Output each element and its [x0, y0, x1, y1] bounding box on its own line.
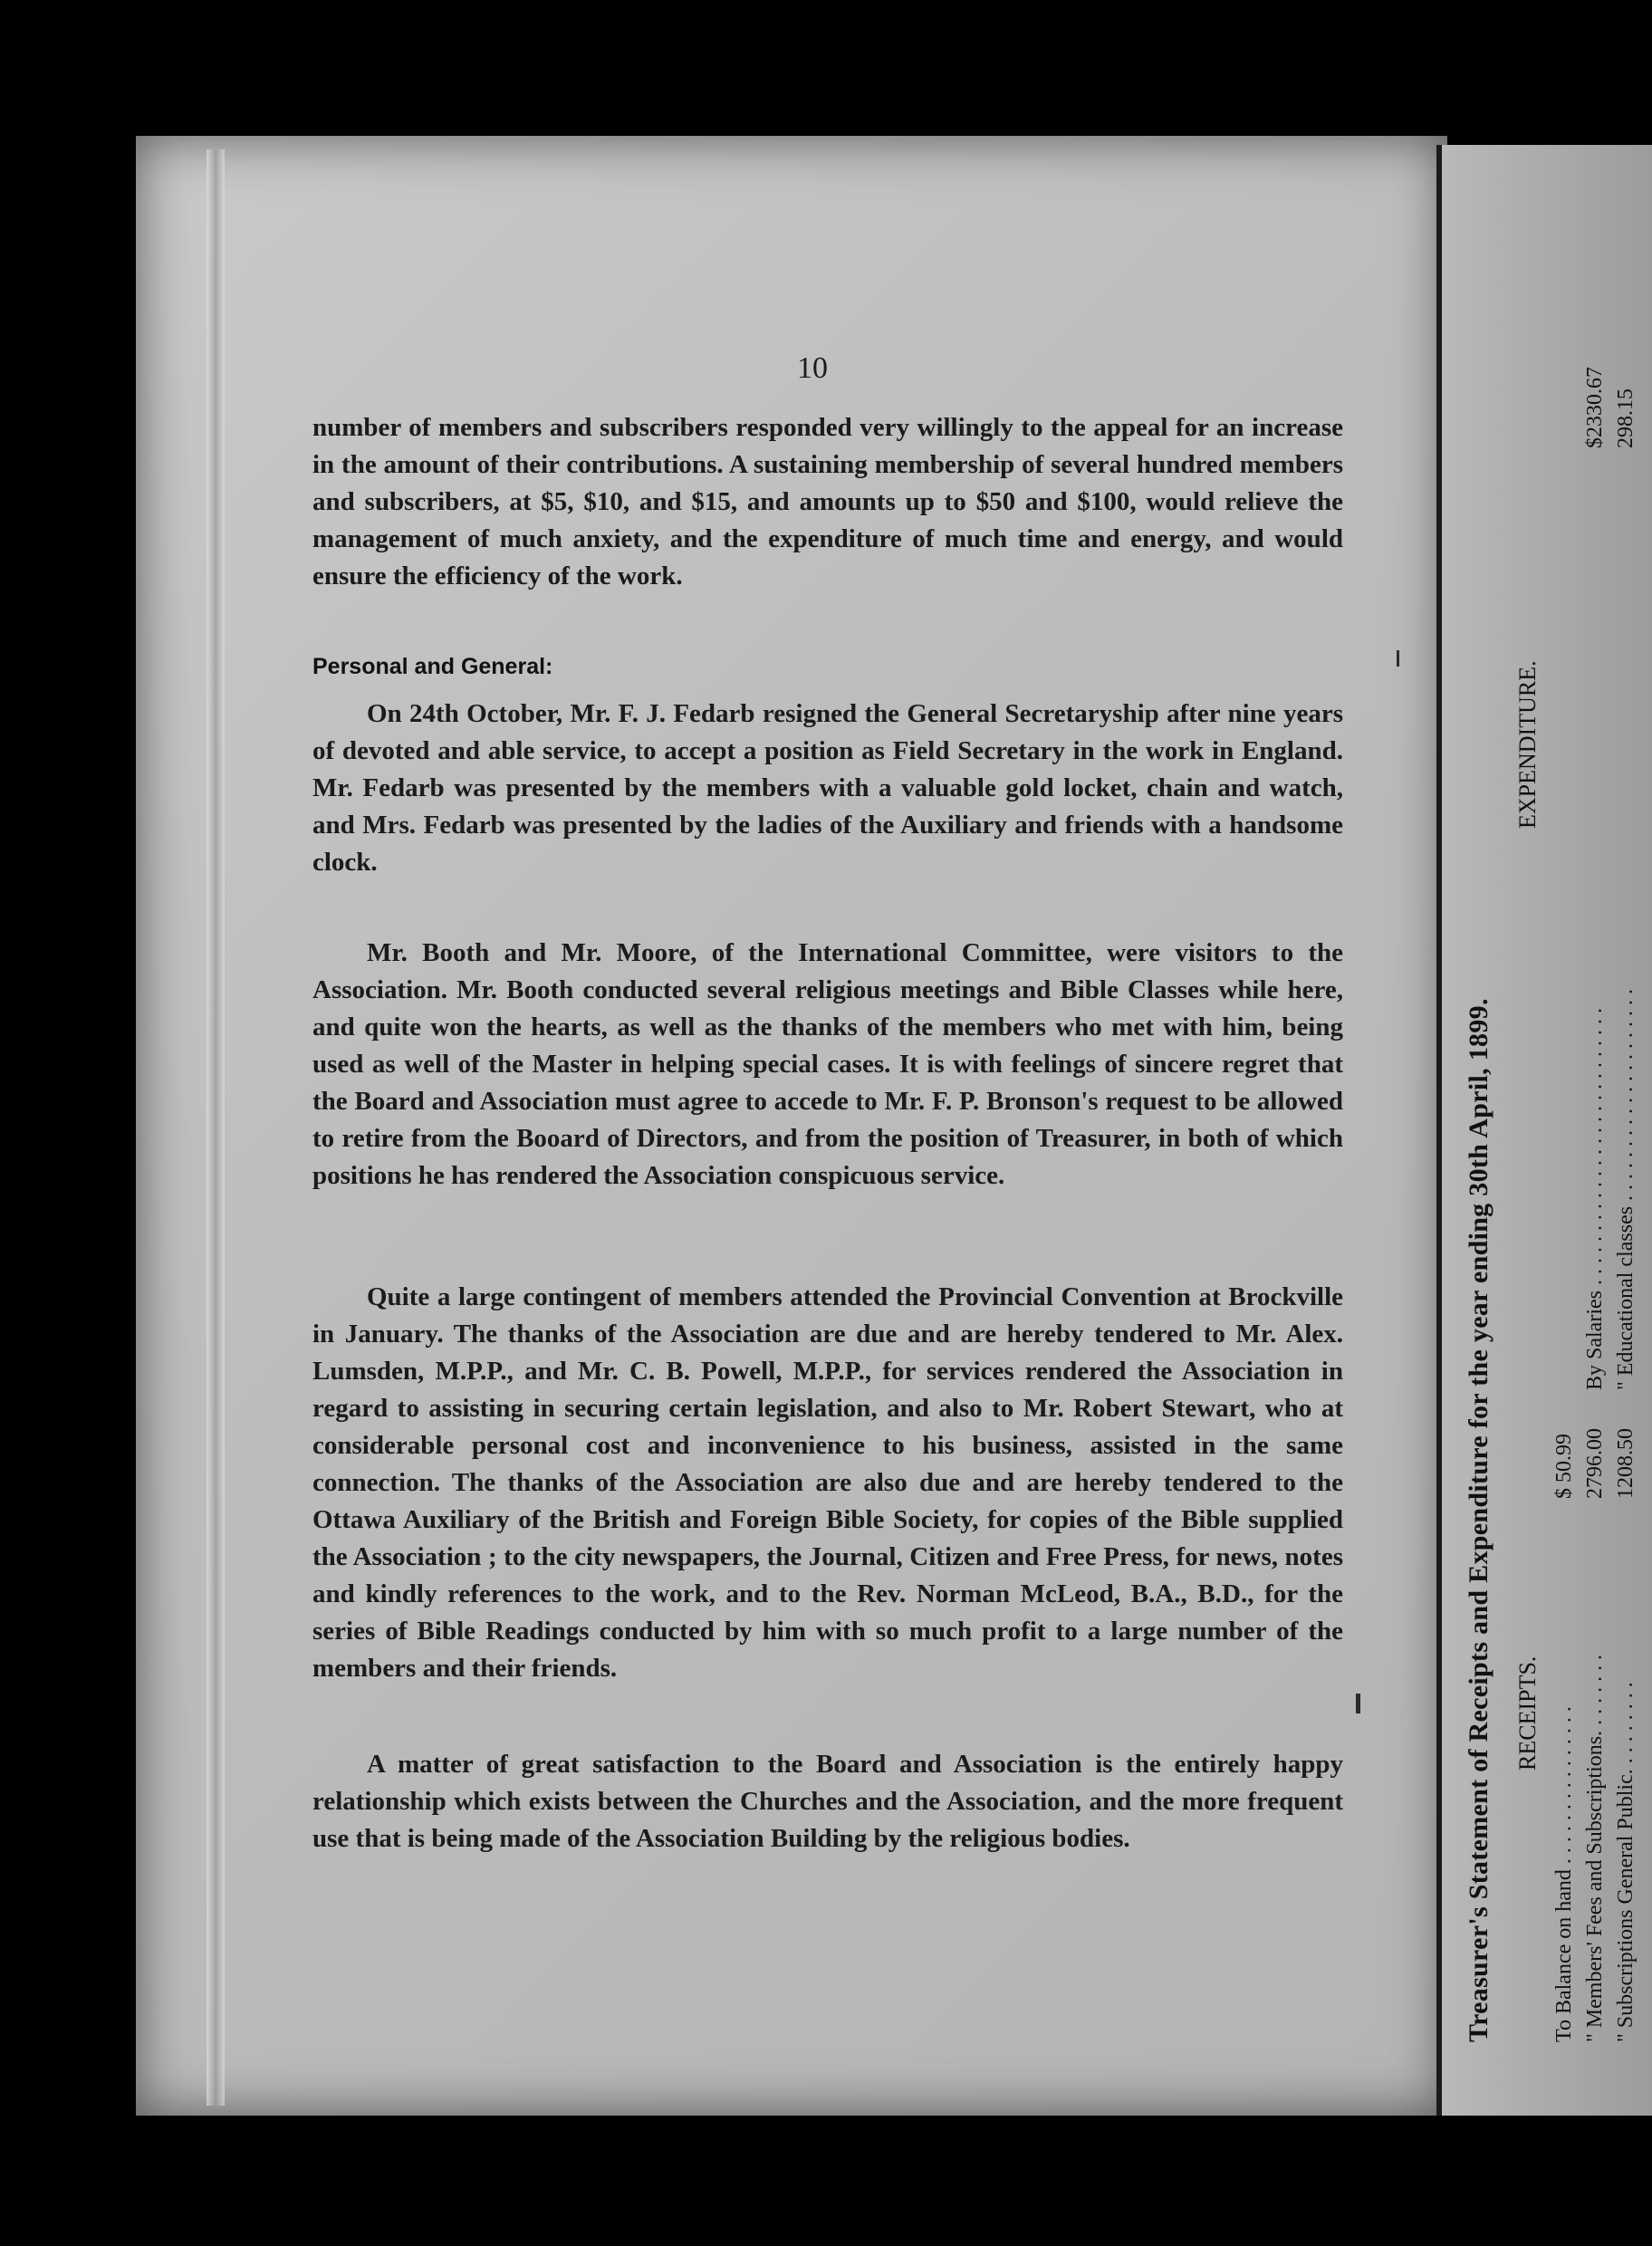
- treasurer-statement: [1458, 104, 1639, 2042]
- paragraph-contributions: number of members and subscribers responded very willingly to the appeal for an increase in the amount of their contributions. A sustaining membership of several hundred members and subscribers, at $5, $10, and $15, and amounts up to $50 and $100, would relieve the management of much anxiety, and the expenditure of much time and energy, and would ensure the efficiency of the work.: [312, 413, 1343, 590]
- expenditure-heading: EXPENDITURE.: [1514, 660, 1541, 829]
- receipt-label: " Subscriptions General Public. . . . . . . . .: [1614, 1682, 1638, 2042]
- page-edge: [206, 149, 225, 2106]
- expenditure-amount: 298.15: [1614, 389, 1638, 448]
- expenditure-label: By Salaries . . . . . . . . . . . . . . . . . . . . . . . . . .: [1583, 1008, 1607, 1390]
- expenditure-label: " Educational classes . . . . . . . . . . . . . . . . . . . .: [1614, 988, 1638, 1390]
- receipt-line: [1583, 1428, 1608, 2042]
- section-heading: Personal and General:: [312, 654, 553, 679]
- ink-mark: [1356, 1694, 1360, 1713]
- receipt-amount: $ 50.99: [1552, 1434, 1576, 1499]
- expenditure-line: [1583, 367, 1608, 1390]
- receipt-amount: 2796.00: [1583, 1428, 1607, 1499]
- paragraph-booth-moore: Mr. Booth and Mr. Moore, of the International Committee, were visitors to the Association. Mr. Booth conducted several religious meetings and Bible Classes while here, and quite won the hearts, as well as the thanks of the members who met with him, being used as well of the Master in helping special cases. It is with feelings of sincere regret that the Board and Association must agree to accede to Mr. F. P. Bronson's request to be allowed to retire from the Booard of Directors, and from the position of Treasurer, in both of which positions he has rendered the Association conspicuous service.: [312, 938, 1343, 1190]
- receipts-heading: RECEIPTS.: [1514, 1656, 1541, 1771]
- page-number: 10: [797, 351, 828, 385]
- receipt-amount: 1208.50: [1614, 1428, 1638, 1499]
- expenditure-line: [1614, 389, 1638, 1390]
- receipt-line: [1614, 1428, 1638, 2042]
- paragraph-fedarb: On 24th October, Mr. F. J. Fedarb resigned the General Secretaryship after nine years of devoted and able service, to accept a position as Field Secretary in the work in England. Mr. Fedarb was presented by the members with a valuable gold locket, chain and watch, and Mrs. Fedarb was presented by the ladies of the Auxiliary and friends with a handsome clock.: [312, 699, 1343, 877]
- paragraph-convention: Quite a large contingent of members attended the Provincial Convention at Brockville in January. The thanks of the Association are due and are hereby tendered to Mr. Alex. Lumsden, M.P.P., and Mr. C. B. Powell, M.P.P., for services rendered the Association in regard to assisting in securing certain legislation, and also to Mr. Robert Stewart, who at considerable personal cost and inconvenience to his business, assisted in the same connection. The thanks of the Association are also due and are hereby tendered to the Ottawa Auxiliary of the British and Foreign Bible Society, for copies of the Bible supplied the Association ; to the city newspapers, the Journal, Citizen and Free Press, for news, notes and kindly references to the work, and to the Rev. Norman McLeod, B.A., B.D., for the series of Bible Readings conducted by him with so much profit to a large number of the members and their friends.: [312, 1282, 1343, 1683]
- ink-mark: [1397, 650, 1399, 667]
- receipt-line: [1552, 1434, 1577, 2042]
- expenditure-amount: $2330.67: [1583, 367, 1607, 448]
- statement-title: Treasurer's Statement of Receipts and Expenditure for the year ending 30th April, 1899.: [1464, 998, 1494, 2042]
- receipt-label: " Members' Fees and Subscriptions. . . . . . . .: [1583, 1654, 1607, 2042]
- receipt-label: To Balance on hand . . . . . . . . . . . . . . .: [1552, 1706, 1576, 2042]
- paragraph-churches: A matter of great satisfaction to the Board and Association is the entirely happy relationship which exists between the Churches and the Association, and the more frequent use that is being made of the Association Building by the religious bodies.: [312, 1750, 1343, 1853]
